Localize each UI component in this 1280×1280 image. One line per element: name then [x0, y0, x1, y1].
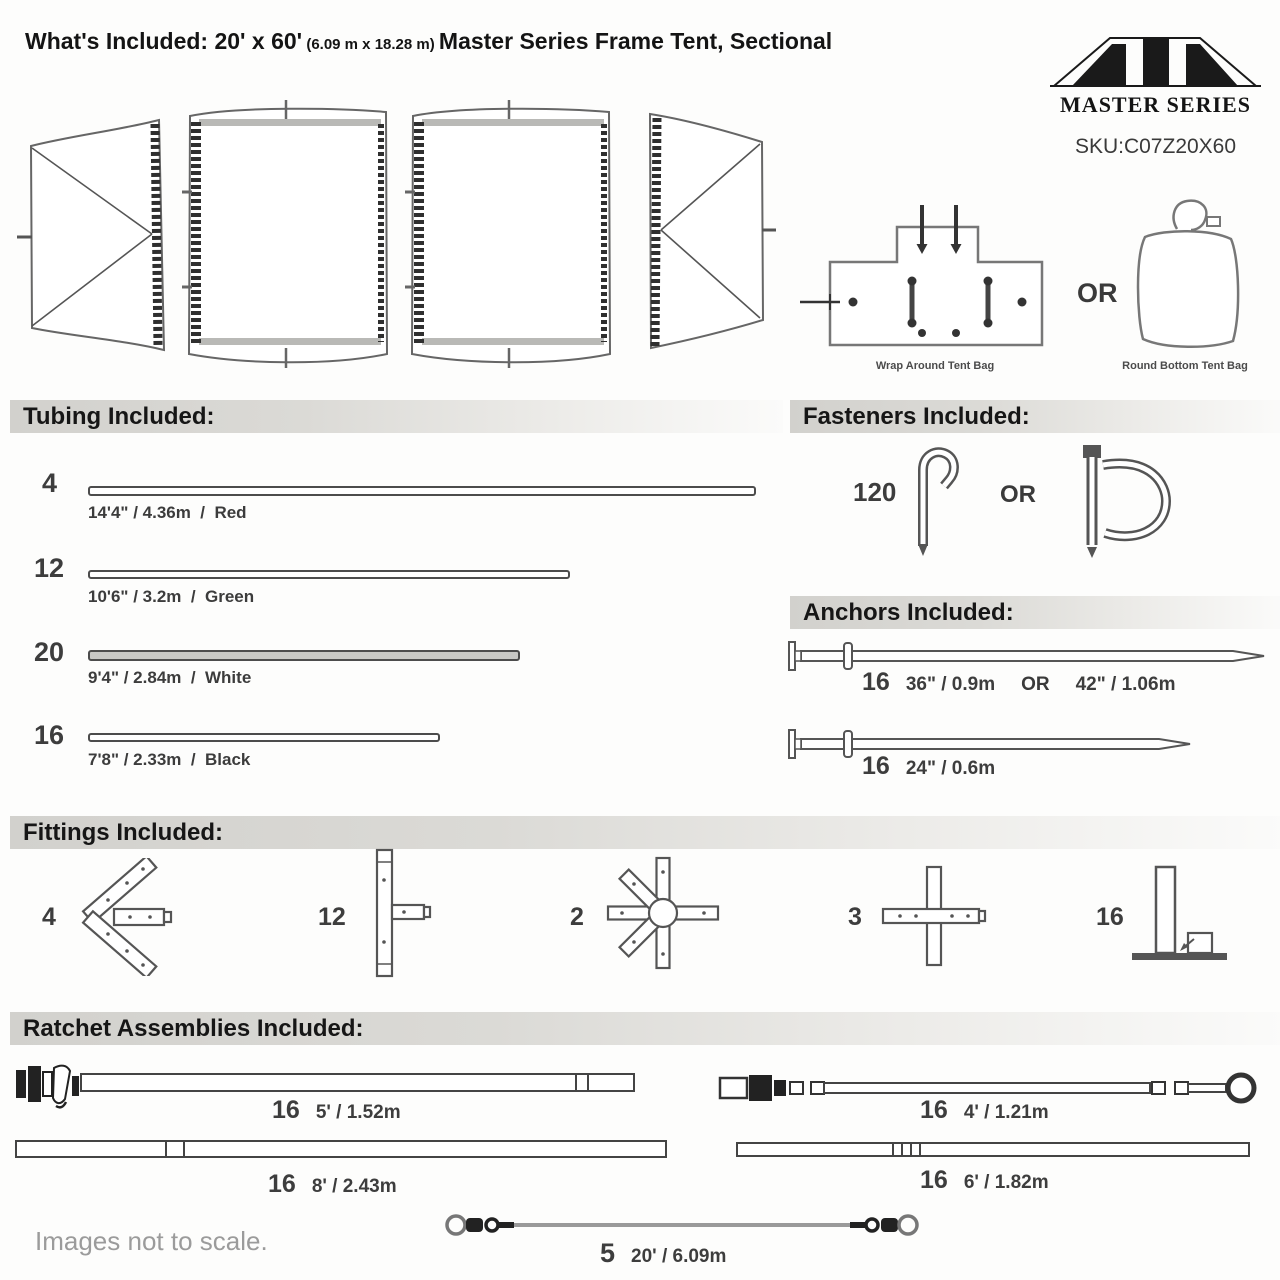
tubing-qty: 12 [34, 553, 65, 583]
fitting-qty: 4 [42, 903, 56, 931]
ratchet-qty: 16 [268, 1170, 296, 1198]
tube-label: 9'4" / 2.84m / White [88, 668, 252, 687]
cable-size: 20' / 6.09m [631, 1246, 727, 1267]
tube-label: 10'6" / 3.2m / Green [88, 587, 255, 606]
logo-wordmark: MASTER SERIES [1060, 92, 1251, 117]
sku-text: SKU:C07Z20X60 [1074, 135, 1237, 158]
tube-label: 7'8" / 2.33m / Black [88, 750, 251, 769]
tube-label: 14'4" / 4.36m / Red [88, 503, 247, 522]
fasteners-or-label: OR [1000, 481, 1036, 508]
plain-strap-icon [735, 1140, 1259, 1160]
anchors-heading: Anchors Included: [790, 596, 1280, 629]
tubing-qty: 4 [42, 468, 58, 498]
corner-fitting-icon [72, 858, 190, 976]
title-metric: (6.09 m x 18.28 m) [302, 36, 439, 53]
cable-qty: 5 [600, 1238, 616, 1268]
page-title [25, 28, 832, 55]
ratchet-size: 8' / 2.43m [311, 1176, 397, 1197]
shackle-pin-icon [1072, 443, 1172, 561]
ratchet-label-row [268, 1170, 397, 1199]
tent-end-panel-left-icon [15, 106, 175, 366]
ratchet-label-row [920, 1166, 1049, 1195]
anchor-row [862, 668, 1175, 697]
anchor-qty: 16 [862, 752, 890, 780]
fasteners-qty: 120 [853, 477, 897, 507]
bags-or-label: OR [1077, 278, 1118, 308]
fitting-qty: 12 [318, 903, 346, 931]
ratchet-size: 6' / 1.82m [963, 1172, 1049, 1193]
wrap-around-bag-icon [800, 205, 1070, 357]
anchor-size: 36" / 0.9m [905, 674, 996, 695]
tube-red-icon [88, 486, 756, 496]
fitting-qty: 2 [570, 903, 584, 931]
title-size: What's Included: 20' x 60' [25, 28, 303, 54]
round-bag-label: Round Bottom Tent Bag [1122, 360, 1248, 372]
anchor-row [862, 752, 995, 781]
ratchet-label-row [920, 1096, 1049, 1125]
cross-fitting-icon [880, 862, 988, 970]
fitting-qty: 16 [1096, 903, 1124, 931]
ratchets-heading: Ratchet Assemblies Included: [10, 1012, 1280, 1045]
tent-end-panel-right-icon [638, 100, 778, 365]
title-product: Master Series Frame Tent, Sectional [438, 28, 833, 54]
master-series-logo [1048, 30, 1263, 118]
tent-mid-section-icon [180, 92, 395, 377]
plain-strap-icon [14, 1138, 676, 1162]
tubing-qty: 16 [34, 720, 65, 750]
ratchet-size: 4' / 1.21m [963, 1102, 1049, 1123]
tee-fitting-icon [352, 846, 434, 980]
hook-pin-icon [905, 440, 967, 558]
tube-green-icon [88, 570, 570, 579]
tubing-qty: 20 [34, 637, 65, 667]
ratchet-qty: 16 [920, 1166, 948, 1194]
tube-white-icon [88, 650, 520, 661]
fitting-qty: 3 [848, 903, 862, 931]
tubing-heading: Tubing Included: [10, 400, 783, 433]
tent-mid-section-icon [403, 92, 618, 377]
anchor-or-label: OR [1021, 674, 1050, 695]
ratchet-label-row [272, 1096, 401, 1125]
wrap-bag-label: Wrap Around Tent Bag [875, 360, 995, 372]
tube-black-icon [88, 733, 440, 742]
scale-disclaimer: Images not to scale. [35, 1226, 268, 1256]
anchor-qty: 16 [862, 668, 890, 696]
ratchet-size: 5' / 1.52m [315, 1102, 401, 1123]
fasteners-heading: Fasteners Included: [790, 400, 1280, 433]
crown-fitting-icon [600, 850, 726, 976]
tent-logo-icon [1048, 30, 1263, 92]
fittings-heading: Fittings Included: [10, 816, 1280, 849]
cable-label-row [600, 1238, 726, 1269]
round-bottom-bag-icon [1125, 195, 1250, 353]
ratchet-qty: 16 [272, 1096, 300, 1124]
base-plate-fitting-icon [1132, 855, 1227, 967]
anchor-alt-size: 42" / 1.06m [1075, 674, 1176, 695]
anchor-size: 24" / 0.6m [905, 758, 996, 779]
ratchet-qty: 16 [920, 1096, 948, 1124]
